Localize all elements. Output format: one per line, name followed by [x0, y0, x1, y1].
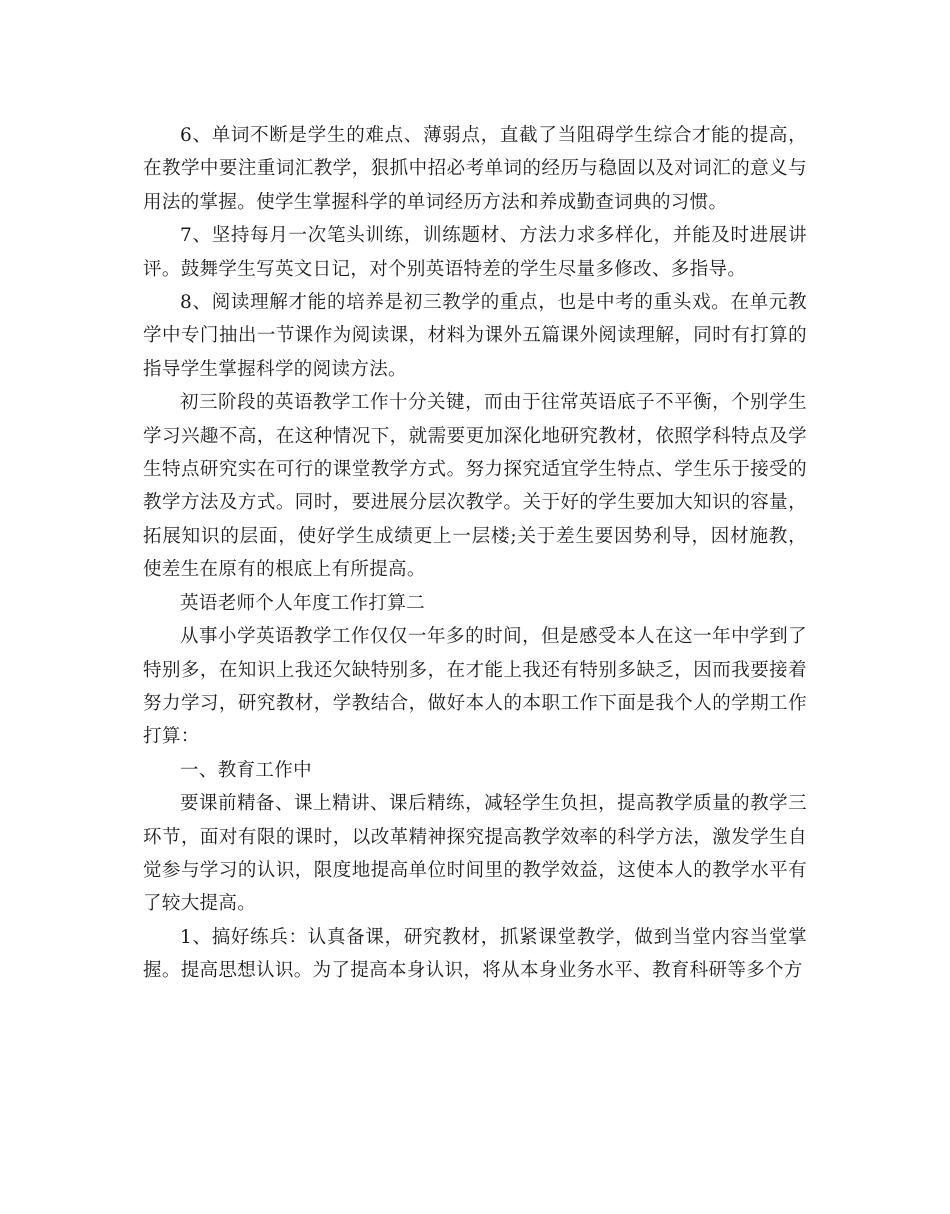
subsection-heading: 一、教育工作中: [180, 759, 312, 781]
section-heading: 英语老师个人年度工作打算二: [180, 592, 426, 614]
paragraph-item-8: 8、阅读理解才能的培养是初三教学的重点，也是中考的重头戏。在单元教学中专门抽出一节课作为阅读课，材料为课外五篇课外阅读理解，同时有打算的指导学生掌握科学的阅读方法。: [143, 292, 807, 380]
document-body: [143, 119, 807, 988]
paragraph-item-7: 7、坚持每月一次笔头训练，训练题材、方法力求多样化，并能及时进展讲评。鼓舞学生写英文日记，对个别英语特差的学生尽量多修改、多指导。: [143, 225, 807, 280]
paragraph-item-1: 1、搞好练兵：认真备课，研究教材，抓紧课堂教学，做到当堂内容当堂掌握。提高思想认识。为了提高本身认识，将从本身业务水平、教育科研等多个方: [143, 926, 807, 982]
paragraph-teaching: 要课前精备、课上精讲、课后精练，减轻学生负担，提高教学质量的教学三环节，面对有限的课时，以改革精神探究提高教学效率的科学方法，激发学生自觉参与学习的认识，限度地提高单位时间里的教学效益，这使本人的教学水平有了较大提高。: [143, 793, 807, 915]
paragraph-summary: 初三阶段的英语教学工作十分关键，而由于往常英语底子不平衡，个别学生学习兴趣不高，在这种情况下，就需要更加深化地研究教材，依照学科特点及学生特点研究实在可行的课堂教学方式。努力探究适宜学生特点、学生乐于接受的教学方法及方式。同时，要进展分层次教学。关于好的学生要加大知识的容量，拓展知识的层面，使好学生成绩更上一层楼;关于差生要因势利导，因材施教，使差生在原有的根底上有所提高。: [143, 392, 807, 581]
paragraph-intro: 从事小学英语教学工作仅仅一年多的时间，但是感受本人在这一年中学到了特别多，在知识上我还欠缺特别多，在才能上我还有特别多缺乏，因而我要接着努力学习，研究教材，学教结合，做好本人的本职工作下面是我个人的学期工作打算：: [143, 626, 807, 748]
paragraph-item-6: 6、单词不断是学生的难点、薄弱点，直截了当阻碍学生综合才能的提高，在教学中要注重词汇教学，狠抓中招必考单词的经历与稳固以及对词汇的意义与用法的掌握。使学生掌握科学的单词经历方法和养成勤查词典的习惯。: [143, 125, 807, 213]
